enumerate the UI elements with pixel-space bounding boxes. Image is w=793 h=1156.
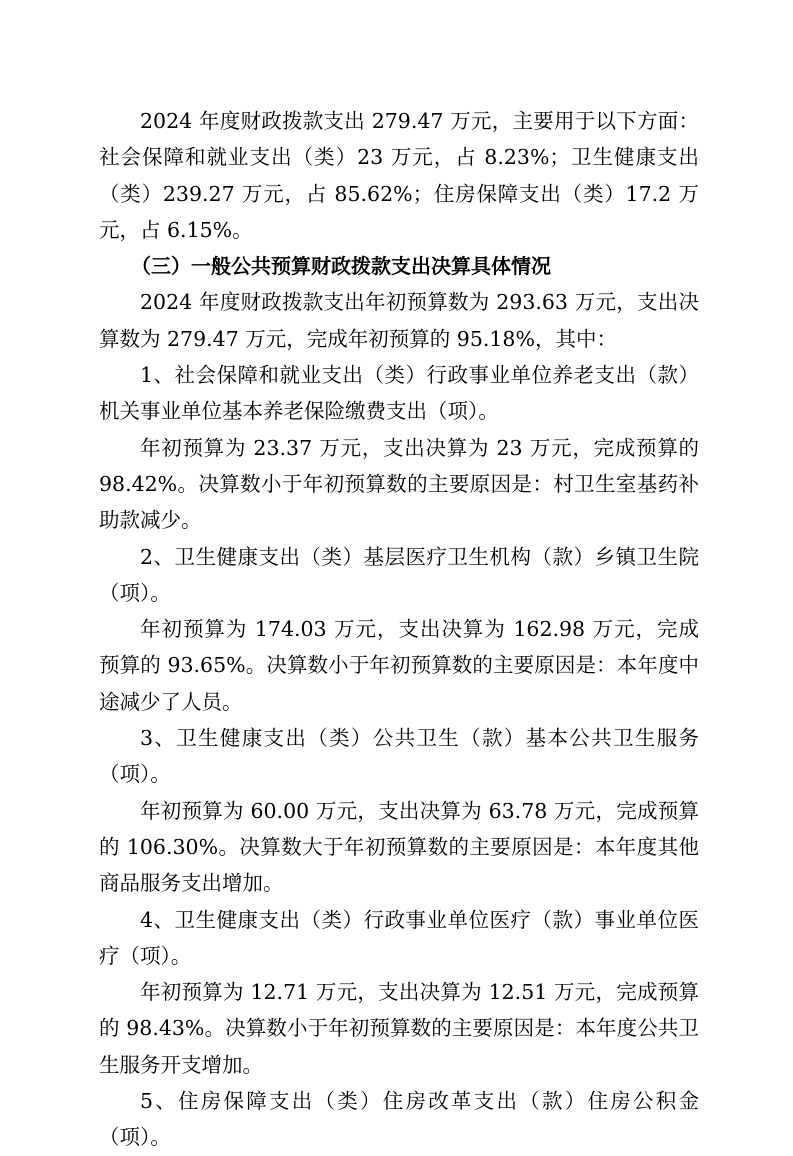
paragraph-item-5-title: 5、住房保障支出（类）住房改革支出（款）住房公积金（项）。: [99, 1089, 699, 1150]
paragraph-expenditure-summary: 2024 年度财政拨款支出 279.47 万元，主要用于以下方面：社会保障和就业支出（类）23 万元，占 8.23%；卫生健康支出（类）239.27 万元，占 85.62%；住房保障支出（类）17.2 万元，占 6.15%。: [99, 109, 699, 242]
document-body: [99, 103, 699, 1156]
paragraph-item-4-detail: 年初预算为 12.71 万元，支出决算为 12.51 万元，完成预算的 98.43%。决算数小于年初预算数的主要原因是：本年度公共卫生服务开支增加。: [99, 980, 699, 1077]
paragraph-budget-overview: 2024 年度财政拨款支出年初预算数为 293.63 万元，支出决算数为 279.47 万元，完成年初预算的 95.18%，其中：: [99, 290, 699, 351]
section-heading: （三）一般公共预算财政拨款支出决算具体情况: [131, 254, 551, 279]
paragraph-item-4-title: 4、卫生健康支出（类）行政事业单位医疗（款）事业单位医疗（项）。: [99, 907, 699, 968]
paragraph-item-2-detail: 年初预算为 174.03 万元，支出决算为 162.98 万元，完成预算的 93.65%。决算数小于年初预算数的主要原因是：本年度中途减少了人员。: [99, 617, 699, 714]
paragraph-item-2-title: 2、卫生健康支出（类）基层医疗卫生机构（款）乡镇卫生院（项）。: [99, 544, 699, 605]
paragraph-item-3-detail: 年初预算为 60.00 万元，支出决算为 63.78 万元，完成预算的 106.30%。决算数大于年初预算数的主要原因是：本年度其他商品服务支出增加。: [99, 798, 699, 896]
paragraph-item-1-title: 1、社会保障和就业支出（类）行政事业单位养老支出（款）机关事业单位基本养老保险缴费支出（项）。: [99, 363, 699, 424]
paragraph-item-3-title: 3、卫生健康支出（类）公共卫生（款）基本公共卫生服务（项）。: [99, 726, 699, 787]
paragraph-item-1-detail: 年初预算为 23.37 万元，支出决算为 23 万元，完成预算的 98.42%。决算数小于年初预算数的主要原因是：村卫生室基药补助款减少。: [99, 435, 699, 533]
